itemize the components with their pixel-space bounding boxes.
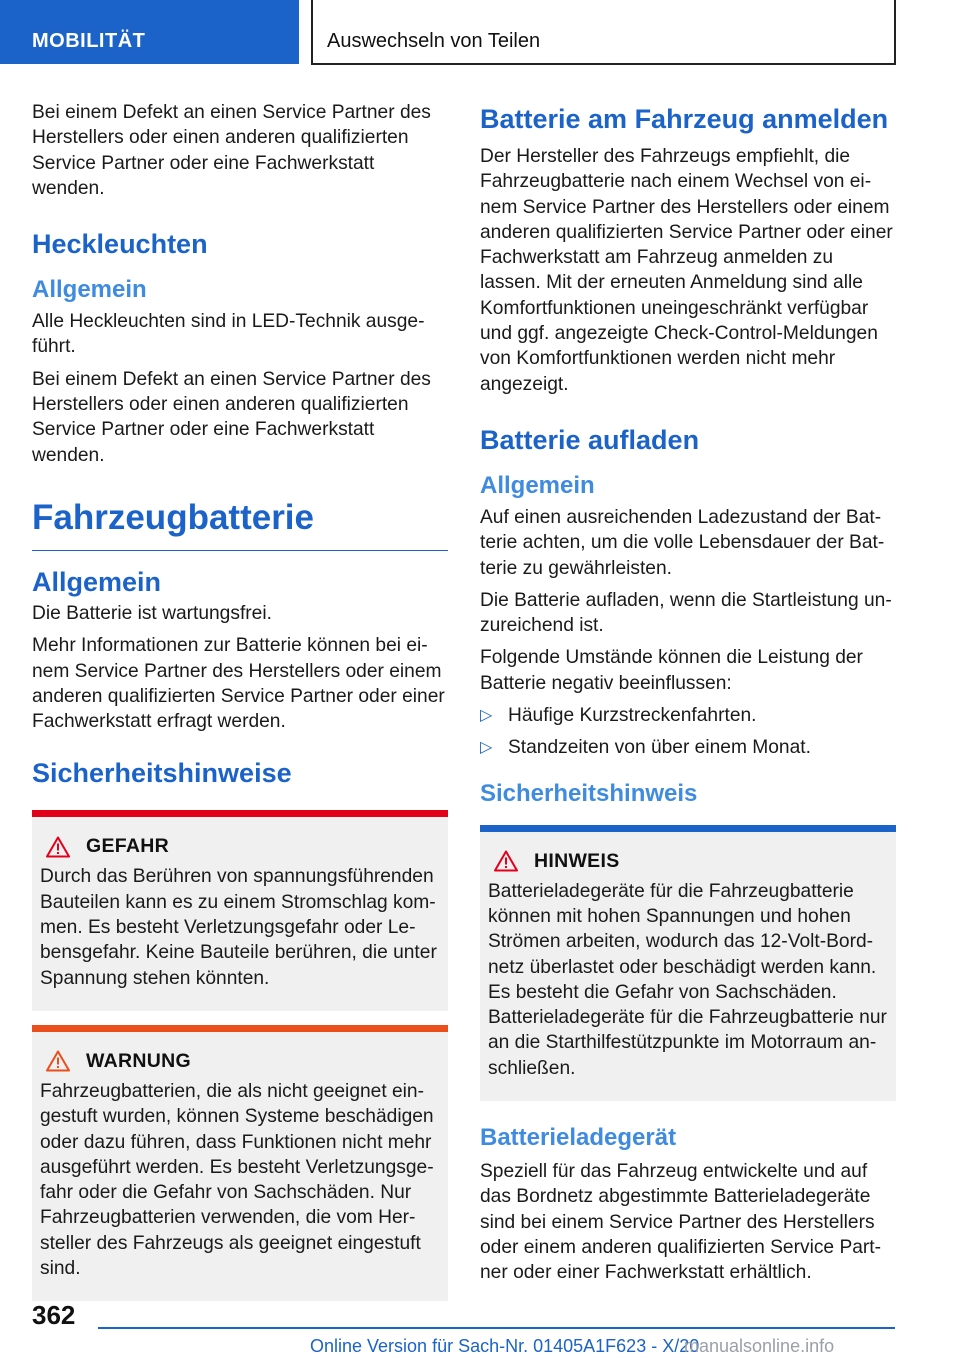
list-item [480, 735, 896, 760]
warnung-text: Fahrzeugbatterien, die als nicht geeignet eingestuft wurden, können Systeme beschädigen oder dazu führen, dass Funktionen nicht mehr ausgeführt werden. Es besteht Verletzungsgefahr oder die Gefahr von Sachschäden. Nur Fahrzeugbatterien verwenden, die vom Hersteller des Fahrzeugs als geeignet eingestuft sind. [40, 1080, 434, 1280]
left-column [32, 100, 448, 1309]
list-item-text: Häufige Kurzstreckenfahrten. [508, 705, 757, 727]
heck-paragraph-2: Bei einem Defekt an einen Service Partner des Herstellers oder einen anderen qualifizierten Service Partner oder eine Fachwerkstatt wenden. [32, 368, 431, 466]
sicherheitshinweis-heading: Sicherheitshinweis [480, 779, 698, 807]
conditions-list [480, 703, 896, 761]
aufladen-paragraph-3: Folgende Umstände können die Leistung der Batterie negativ beeinflussen: [480, 647, 863, 694]
batt-allgemein-heading: Allgemein [32, 566, 162, 597]
right-column [480, 100, 896, 1293]
online-version-text: Online Version für Sach-Nr. 01405A1F623 - X/20 [310, 1336, 700, 1356]
triangle-bullet-icon: ▷ [480, 707, 493, 725]
page-number: 362 [32, 1300, 76, 1330]
gefahr-text: Durch das Berühren von spannungsführenden Bauteilen kann es zu einem Stromschlag kommen. Es besteht Verletzungsgefahr oder Lebensgefahr. Keine Bauteile berühren, die unter Spannung stehen könnten. [40, 866, 437, 989]
warnung-box [32, 1025, 448, 1301]
aufladen-allgemein-heading: Allgemein [480, 471, 595, 499]
gefahr-label: GEFAHR [86, 835, 170, 858]
hinweis-box-header [488, 850, 888, 873]
gefahr-box-header [40, 835, 440, 858]
gefahr-box [32, 810, 448, 1010]
anmelden-heading: Batterie am Fahrzeug anmelden [480, 104, 889, 134]
footer-rule [98, 1327, 895, 1329]
warning-triangle-icon [46, 1050, 70, 1072]
warnung-box-header [40, 1050, 440, 1073]
hinweis-label: HINWEIS [534, 849, 620, 872]
triangle-bullet-icon: ▷ [480, 739, 493, 757]
warnung-label: WARNUNG [86, 1049, 192, 1072]
watermark-text: manualsonline.info [684, 1336, 835, 1356]
ladegeraet-paragraph: Speziell für das Fahrzeug entwickelte und auf das Bordnetz abgestimmte Batterieladegeräte sind bei einem Service Partner des Herstellers oder einem anderen qualifizierten Service Partner oder einer Fachwerkstatt erhältlich. [480, 1161, 882, 1284]
section-tab [0, 0, 299, 64]
hinweis-text: Batterieladegeräte für die Fahrzeugbatterie können mit hohen Spannungen und hohen Strömen arbeiten, wodurch das 12-Volt-Bordnetz überlastet oder beschädigt werden kann. Es besteht die Gefahr von Sachschäden. Batterieladegeräte für die Fahrzeugbatterie nur an die Starthilfestützpunkte im Motorraum anschließen. [488, 880, 887, 1079]
ladegeraet-heading: Batterieladegerät [480, 1124, 677, 1152]
list-item [480, 703, 896, 728]
chapter-header [311, 0, 896, 65]
heck-paragraph-1: Alle Heckleuchten sind in LED-Technik ausgeführt. [32, 311, 425, 358]
intro-paragraph: Bei einem Defekt an einen Service Partner des Herstellers oder einen anderen qualifizierten Service Partner oder eine Fachwerkstatt wenden. [32, 102, 431, 199]
chapter-title: Auswechseln von Teilen [327, 30, 541, 52]
warning-triangle-icon [46, 836, 70, 858]
aufladen-paragraph-2: Die Batterie aufladen, wenn die Startleistung unzureichend ist. [480, 589, 892, 637]
batt-paragraph-2: Mehr Informationen zur Batterie können bei einem Service Partner des Herstellers oder einem anderen qualifizierten Service Partner oder einer Fachwerkstatt erfragt werden. [32, 635, 445, 733]
heck-allgemein-heading: Allgemein [32, 276, 147, 304]
aufladen-heading: Batterie aufladen [480, 424, 700, 455]
warning-triangle-icon [494, 850, 518, 872]
sicherheitshinweise-heading: Sicherheitshinweise [32, 758, 292, 789]
heckleuchten-heading: Heckleuchten [32, 229, 208, 260]
anmelden-paragraph: Der Hersteller des Fahrzeugs empfiehlt, die Fahrzeugbatterie nach einem Wechsel von einem Service Partner des Herstellers oder einem anderen qualifizierten Service Partner oder einer Fachwerkstatt am Fahrzeug anmelden zu lassen. Mit der erneuten Anmeldung sind alle Komfortfunktionen uneingeschränkt verfügbar und ggf. angezeigte Check-Control-Meldungen von Komfortfunktionen werden nicht mehr angezeigt. [480, 146, 893, 395]
batt-paragraph-1: Die Batterie ist wartungsfrei. [32, 602, 272, 624]
aufladen-paragraph-1: Auf einen ausreichenden Ladezustand der Batterie achten, um die volle Lebensdauer der Batterie zu gewährleisten. [480, 506, 885, 579]
list-item-text: Standzeiten von über einem Monat. [508, 737, 811, 759]
hinweis-box [480, 825, 896, 1101]
section-title: MOBILITÄT [32, 30, 146, 52]
fahrzeugbatterie-heading: Fahrzeugbatterie [32, 496, 448, 551]
